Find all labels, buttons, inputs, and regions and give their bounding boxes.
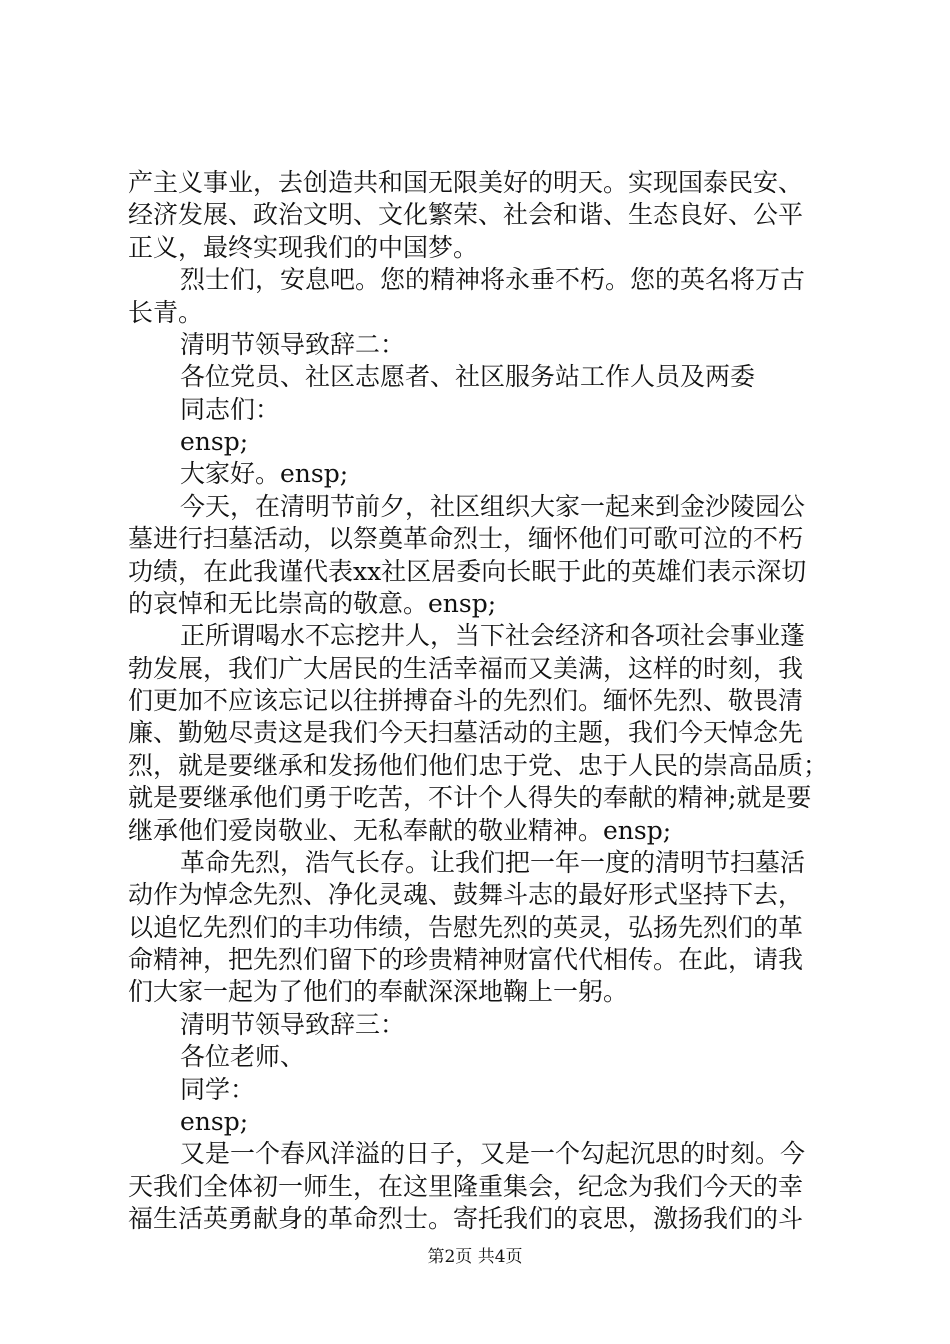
text-line: 命精神，把先烈们留下的珍贵精神财富代代相传。在此，请我 — [128, 945, 804, 974]
text-line: 以追忆先烈们的丰功伟绩，告慰先烈的英灵，弘扬先烈们的革 — [128, 913, 804, 942]
text-line: 长青。 — [128, 298, 204, 327]
text-line: 正所谓喝水不忘挖井人，当下社会经济和各项社会事业蓬 — [180, 621, 806, 650]
salutation: 各位党员、社区志愿者、社区服务站工作人员及两委 — [180, 362, 756, 391]
section-heading: 清明节领导致辞二： — [180, 330, 406, 359]
text-line: ensp; — [180, 1107, 249, 1136]
salutation: 同志们： — [180, 395, 281, 424]
text-line: 烈，就是要继承和发扬他们他们忠于党、忠于人民的崇高品质； — [128, 751, 829, 780]
text-line: 功绩，在此我谨代表xx社区居委向长眠于此的英雄们表示深切 — [128, 557, 807, 586]
text-line: 今天，在清明节前夕，社区组织大家一起来到金沙陵园公 — [180, 492, 806, 521]
text-line: 产主义事业，去创造共和国无限美好的明天。实现国泰民安、 — [128, 168, 804, 197]
page-footer: 第2页 共4页 — [427, 1247, 523, 1267]
text-line: 动作为悼念先烈、净化灵魂、鼓舞斗志的最好形式坚持下去， — [128, 880, 804, 909]
text-line: 大家好。ensp; — [180, 459, 349, 488]
text-line: 们更加不应该忘记以往拼搏奋斗的先烈们。缅怀先烈、敬畏清 — [128, 686, 804, 715]
salutation: 各位老师、 — [180, 1042, 306, 1071]
text-line: ensp; — [180, 427, 249, 456]
text-line: 革命先烈，浩气长存。让我们把一年一度的清明节扫墓活 — [180, 848, 806, 877]
text-line: 勃发展，我们广大居民的生活幸福而又美满，这样的时刻，我 — [128, 654, 804, 683]
text-line: 们大家一起为了他们的奉献深深地鞠上一躬。 — [128, 977, 629, 1006]
text-line: 廉、勤勉尽责这是我们今天扫墓活动的主题，我们今天悼念先 — [128, 718, 804, 747]
section-heading: 清明节领导致辞三： — [180, 1010, 406, 1039]
text-line: 的哀悼和无比崇高的敬意。ensp; — [128, 589, 497, 618]
text-line: 墓进行扫墓活动，以祭奠革命烈士，缅怀他们可歌可泣的不朽 — [128, 524, 804, 553]
text-line: 天我们全体初一师生，在这里隆重集会，纪念为我们今天的幸 — [128, 1172, 804, 1201]
salutation: 同学： — [180, 1075, 256, 1104]
text-line: 继承他们爱岗敬业、无私奉献的敬业精神。ensp; — [128, 816, 672, 845]
text-line: 就是要继承他们勇于吃苦，不计个人得失的奉献的精神;就是要 — [128, 783, 812, 812]
text-line: 正义，最终实现我们的中国梦。 — [128, 233, 479, 262]
text-line: 又是一个春风洋溢的日子，又是一个勾起沉思的时刻。今 — [180, 1139, 806, 1168]
text-line: 经济发展、政治文明、文化繁荣、社会和谐、生态良好、公平 — [128, 200, 804, 229]
text-line: 福生活英勇献身的革命烈士。寄托我们的哀思，激扬我们的斗 — [128, 1204, 804, 1233]
text-line: 烈士们，安息吧。您的精神将永垂不朽。您的英名将万古 — [180, 265, 806, 294]
